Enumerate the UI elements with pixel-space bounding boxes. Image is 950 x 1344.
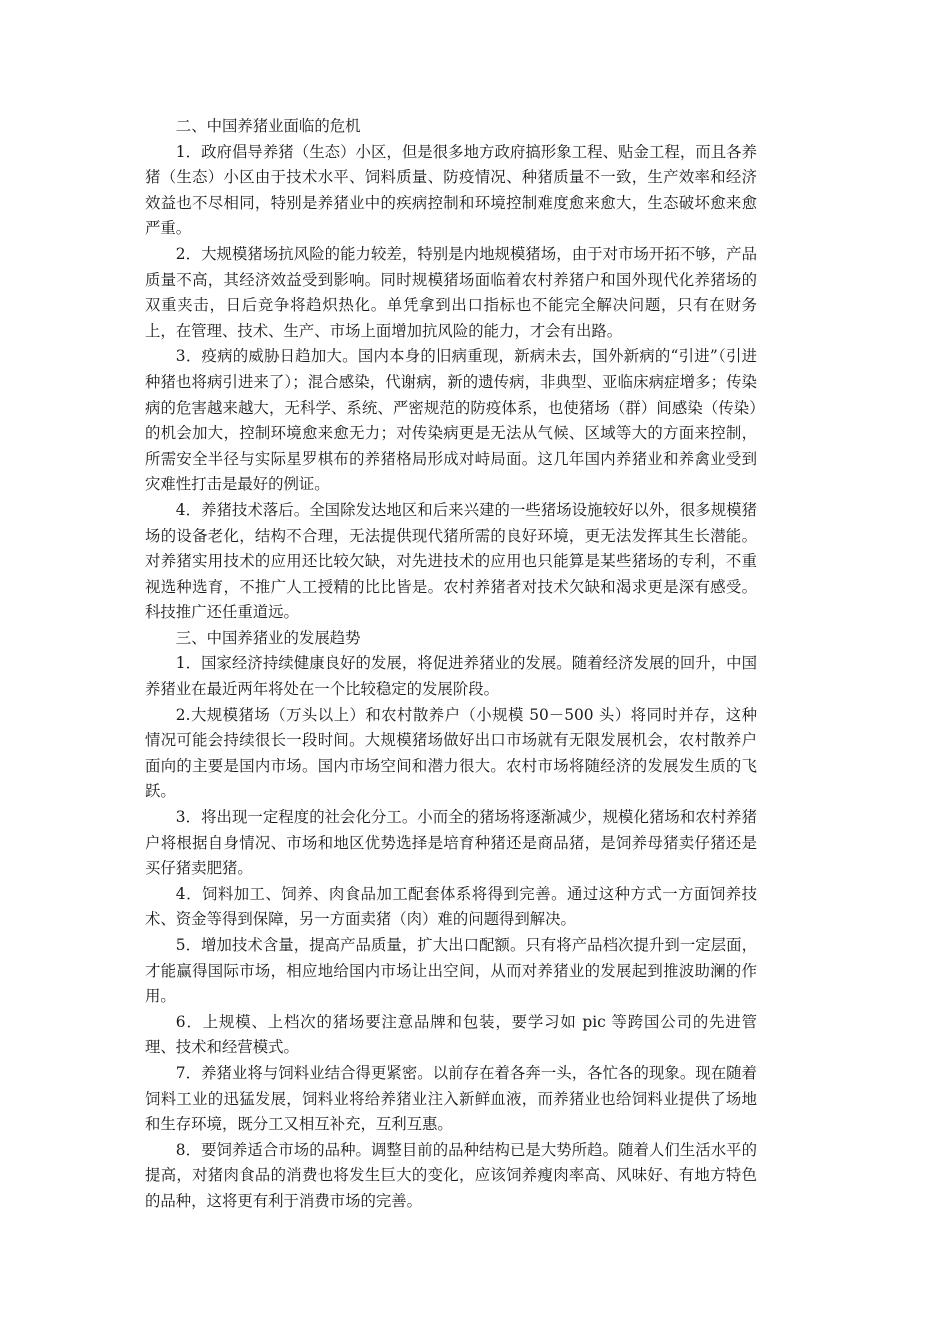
paragraph-crisis-1: 1．政府倡导养猪（生态）小区，但是很多地方政府搞形象工程、贴金工程，而且各养猪（生态）小区由于技术水平、饲料质量、防疫情况、种猪质量不一致，生产效率和经济效益也不尽相同，特别是养猪业中的疾病控制和环境控制难度愈来愈大，生态破坏愈来愈严重。 <box>145 142 757 238</box>
paragraph-trend-8: 8．要饲养适合市场的品种。调整目前的品种结构已是大势所趋。随着人们生活水平的提高，对猪肉食品的消费也将发生巨大的变化，应该饲养瘦肉率高、风味好、有地方特色的品种，这将更有利于消费市场的完善。 <box>145 1140 757 1210</box>
paragraph-crisis-4: 4．养猪技术落后。全国除发达地区和后来兴建的一些猪场设施较好以外，很多规模猪场的设备老化，结构不合理，无法提供现代猪所需的良好环境，更无法发挥其生长潜能。对养猪实用技术的应用还比较欠缺，对先进技术的应用也只能算是某些猪场的专利，不重视选种选育，不推广人工授精的比比皆是。农村养猪者对技术欠缺和渴求更是深有感受。科技推广还任重道远。 <box>145 500 757 622</box>
paragraph-crisis-2: 2．大规模猪场抗风险的能力较差，特别是内地规模猪场，由于对市场开拓不够，产品质量不高，其经济效益受到影响。同时规模猪场面临着农村养猪户和国外现代化养猪场的双重夹击，日后竞争将趋炽热化。单凭拿到出口指标也不能完全解决问题，只有在财务上，在管理、技术、生产、市场上面增加抗风险的能力，才会有出路。 <box>145 244 757 340</box>
section-heading-trends: 三、中国养猪业的发展趋势 <box>175 628 361 647</box>
paragraph-trend-3: 3．将出现一定程度的社会化分工。小而全的猪场将逐渐减少，规模化猪场和农村养猪户将根据自身情况、市场和地区优势选择是培育种猪还是商品猪，是饲养母猪卖仔猪还是买仔猪卖肥猪。 <box>145 808 757 878</box>
paragraph-crisis-3: 3．疫病的威胁日趋加大。国内本身的旧病重现，新病未去，国外新病的“引进”（引进种猪也将病引进来了）；混合感染，代谢病，新的遗传病，非典型、亚临床病症增多；传染病的危害越来越大，无科学、系统、严密规范的防疫体系，也使猪场（群）间感染（传染）的机会加大，控制环境愈来愈无力；对传染病更是无法从气候、区域等大的方面来控制，所需安全半径与实际星罗棋布的养猪格局形成对峙局面。这几年国内养猪业和养禽业受到灾难性打击是最好的例证。 <box>145 347 757 494</box>
paragraph-trend-7: 7．养猪业将与饲料业结合得更紧密。以前存在着各奔一头，各忙各的现象。现在随着饲料工业的迅猛发展，饲料业将给养猪业注入新鲜血液，而养猪业也给饲料业提供了场地和生存环境，既分工又相互补充，互利互惠。 <box>145 1063 757 1134</box>
document-page <box>145 114 757 1215</box>
paragraph-trend-4: 4．饲料加工、饲养、肉食品加工配套体系将得到完善。通过这种方式一方面饲养技术、资金等得到保障，另一方面卖猪（肉）难的问题得到解决。 <box>145 884 757 929</box>
paragraph-trend-6: 6．上规模、上档次的猪场要注意品牌和包装，要学习如 pic 等跨国公司的先进管理、技术和经营模式。 <box>145 1012 757 1057</box>
paragraph-trend-1: 1．国家经济持续健康良好的发展，将促进养猪业的发展。随着经济发展的回升，中国养猪业在最近两年将处在一个比较稳定的发展阶段。 <box>145 654 757 699</box>
paragraph-trend-5: 5．增加技术含量，提高产品质量，扩大出口配额。只有将产品档次提升到一定层面，才能赢得国际市场，相应地给国内市场让出空间，从而对养猪业的发展起到推波助澜的作用。 <box>145 936 757 1006</box>
paragraph-trend-2: 2.大规模猪场（万头以上）和农村散养户（小规模 50－500 头）将同时并存，这种情况可能会持续很长一段时间。大规模猪场做好出口市场就有无限发展机会，农村散养户面向的主要是国内市场。国内市场空间和潜力很大。农村市场将随经济的发展发生质的飞跃。 <box>145 705 757 801</box>
section-heading-crisis: 二、中国养猪业面临的危机 <box>175 117 361 135</box>
